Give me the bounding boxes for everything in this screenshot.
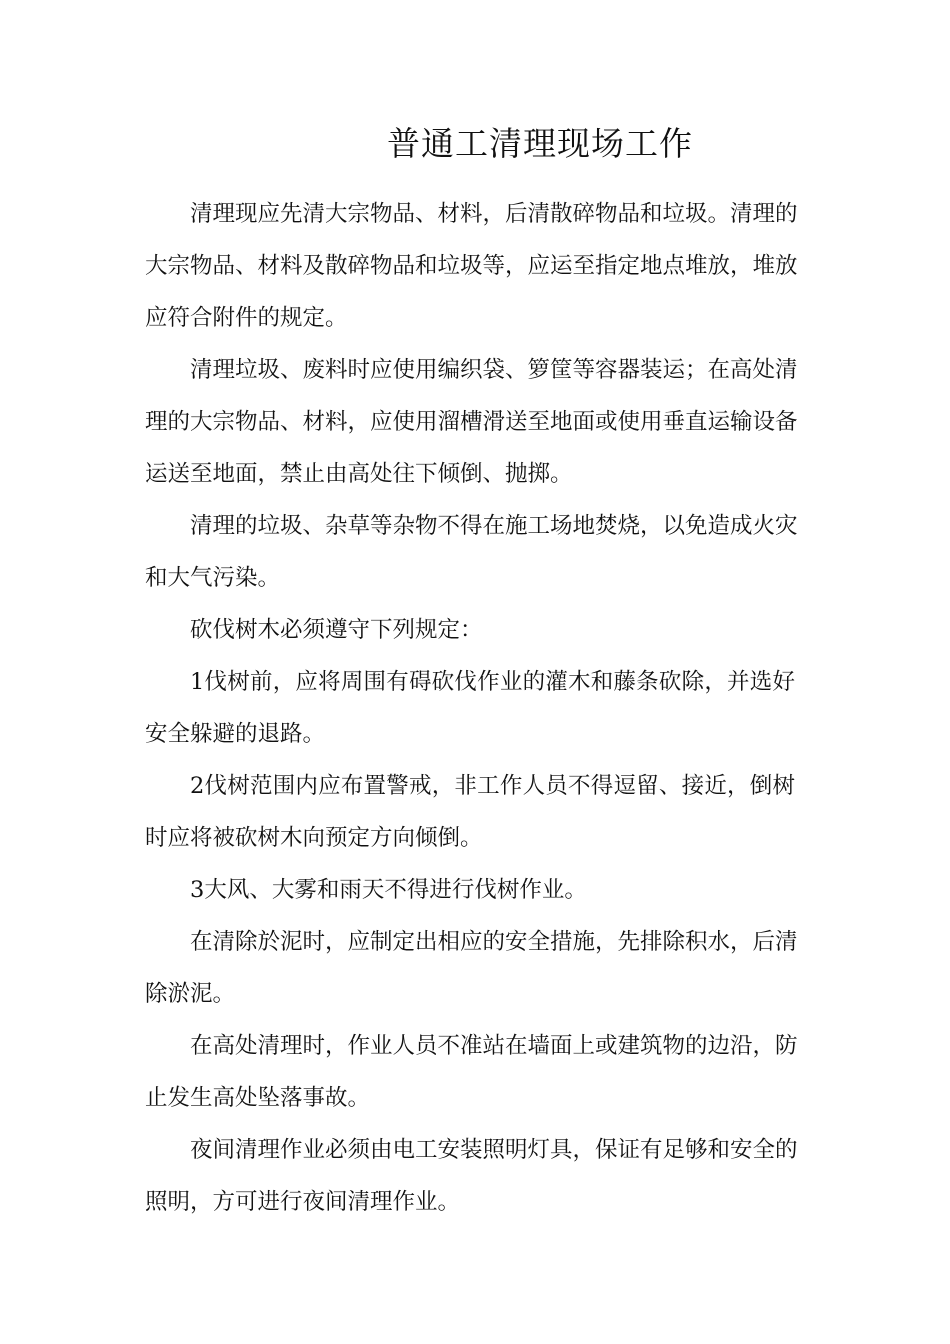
paragraph-6-line-2: 时应将被砍树木向预定方向倾倒。 (145, 825, 483, 851)
paragraph-2-line-1: 清理垃圾、废料时应使用编织袋、箩筐等容器装运；在高处清 (190, 357, 798, 383)
paragraph-3-line-2: 和大气污染。 (145, 565, 281, 591)
paragraph-3-line-1: 清理的垃圾、杂草等杂物不得在施工场地焚烧，以免造成火灾 (190, 513, 798, 539)
paragraph-9-line-2: 止发生高处坠落事故。 (145, 1085, 371, 1111)
paragraph-6-line-1: 2伐树范围内应布置警戒，非工作人员不得逗留、接近，倒树 (190, 773, 795, 799)
paragraph-10-line-1: 夜间清理作业必须由电工安装照明灯具，保证有足够和安全的 (190, 1137, 798, 1163)
paragraph-5-line-2: 安全躲避的退路。 (145, 721, 326, 747)
paragraph-4-line-1: 砍伐树木必须遵守下列规定： (190, 617, 483, 643)
page-title: 普通工清理现场工作 (387, 124, 693, 163)
paragraph-5-line-1: 1伐树前，应将周围有碍砍伐作业的灌木和藤条砍除，并选好 (190, 669, 795, 695)
paragraph-1-line-2: 大宗物品、材料及散碎物品和垃圾等，应运至指定地点堆放，堆放 (145, 253, 798, 279)
paragraph-8-line-2: 除淤泥。 (145, 981, 236, 1007)
paragraph-1-line-1: 清理现应先清大宗物品、材料，后清散碎物品和垃圾。清理的 (190, 201, 798, 227)
paragraph-1-line-3: 应符合附件的规定。 (145, 305, 348, 331)
paragraph-7-line-1: 3大风、大雾和雨天不得进行伐树作业。 (190, 877, 587, 903)
paragraph-9-line-1: 在高处清理时，作业人员不准站在墙面上或建筑物的边沿，防 (190, 1033, 798, 1059)
paragraph-8-line-1: 在清除於泥时，应制定出相应的安全措施，先排除积水，后清 (190, 929, 798, 955)
paragraph-10-line-2: 照明，方可进行夜间清理作业。 (145, 1189, 461, 1215)
paragraph-2-line-3: 运送至地面，禁止由高处往下倾倒、抛掷。 (145, 461, 573, 487)
paragraph-2-line-2: 理的大宗物品、材料，应使用溜槽滑送至地面或使用垂直运输设备 (145, 409, 798, 435)
